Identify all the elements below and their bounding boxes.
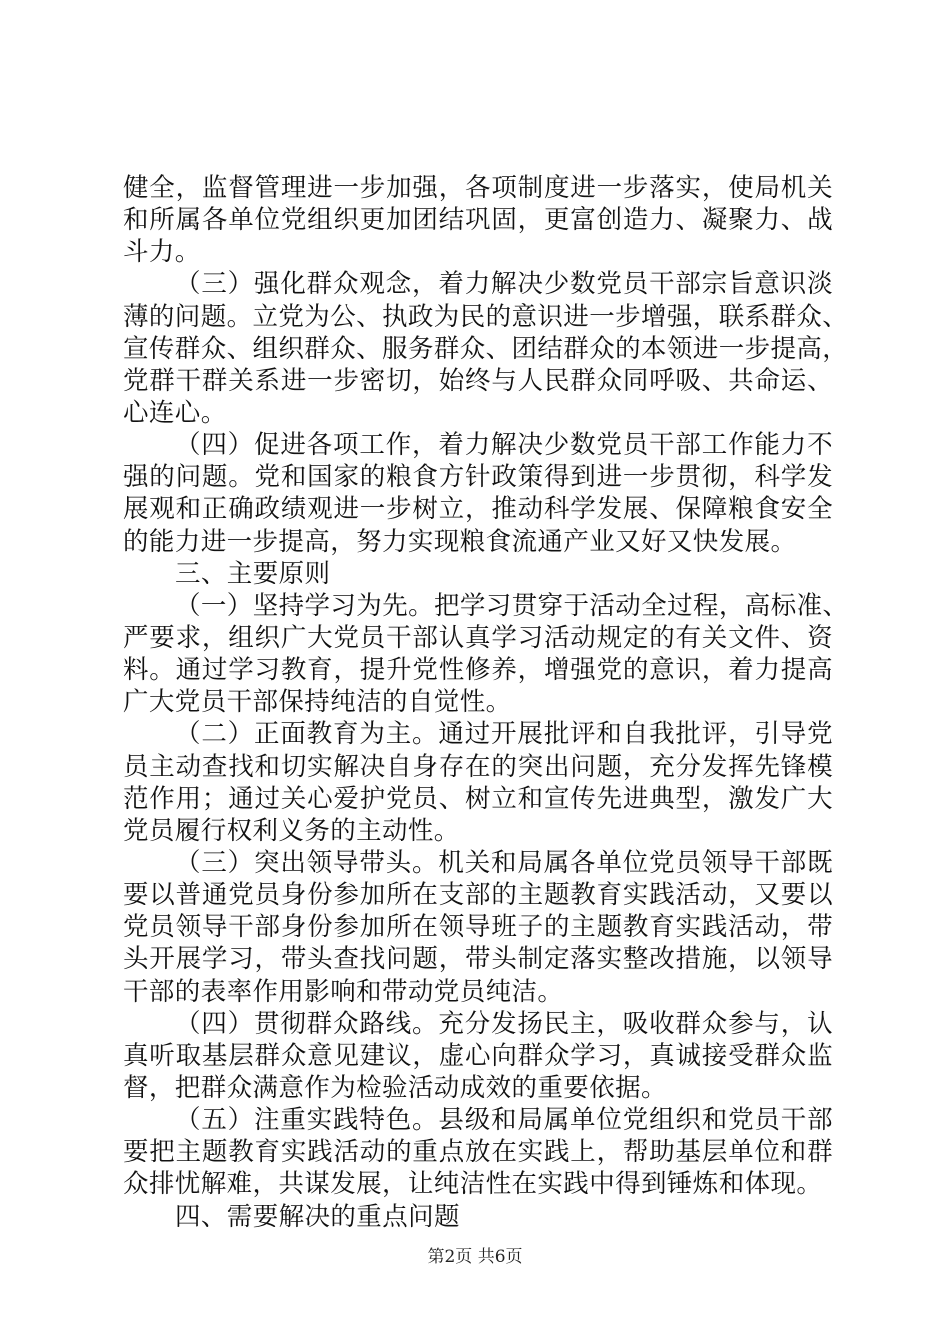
text-line: 心连心。: [123, 397, 227, 428]
text-line: 广大党员干部保持纯洁的自觉性。: [123, 687, 512, 718]
text-line: 真听取基层群众意见建议，虚心向群众学习，真诚接受群众监: [123, 1040, 833, 1071]
text-line: 的能力进一步提高，努力实现粮食流通产业又好又快发展。: [123, 526, 797, 557]
text-line: 斗力。: [123, 237, 201, 268]
text-line: （一）坚持学习为先。把学习贯穿于活动全过程，高标准、: [175, 590, 849, 621]
text-line: （三）突出领导带头。机关和局属各单位党员领导干部既: [175, 847, 833, 878]
text-line: （四）促进各项工作，着力解决少数党员干部工作能力不: [175, 430, 833, 461]
text-line: 三、主要原则: [175, 558, 331, 589]
page-number-label: 第2页 共6页: [427, 1247, 523, 1267]
document-body: [123, 172, 849, 1233]
text-line: 党员领导干部身份参加所在领导班子的主题教育实践活动，带: [123, 912, 833, 943]
text-line: 范作用；通过关心爱护党员、树立和宣传先进典型，激发广大: [123, 783, 833, 814]
page-footer: [0, 1242, 950, 1267]
text-line: 健全，监督管理进一步加强，各项制度进一步落实，使局机关: [123, 173, 833, 203]
text-line: （二）正面教育为主。通过开展批评和自我批评，引导党: [175, 719, 833, 750]
text-line: 督，把群众满意作为检验活动成效的重要依据。: [123, 1072, 667, 1103]
text-line: 严要求，组织广大党员干部认真学习活动规定的有关文件、资: [123, 622, 833, 653]
text-line: 料。通过学习教育，提升党性修养，增强党的意识，着力提高: [123, 655, 833, 686]
text-line: 强的问题。党和国家的粮食方针政策得到进一步贯彻，科学发: [123, 462, 833, 493]
text-line: 薄的问题。立党为公、执政为民的意识进一步增强，联系群众、: [123, 301, 849, 332]
text-line: 四、需要解决的重点问题: [175, 1201, 460, 1232]
text-line: 头开展学习，带头查找问题，带头制定落实整改措施，以领导: [123, 944, 833, 975]
text-line: （五）注重实践特色。县级和局属单位党组织和党员干部: [175, 1105, 833, 1136]
text-line: 员主动查找和切实解决自身存在的突出问题，充分发挥先锋模: [123, 751, 833, 782]
text-line: 和所属各单位党组织更加团结巩固，更富创造力、凝聚力、战: [123, 205, 833, 236]
text-line: （三）强化群众观念，着力解决少数党员干部宗旨意识淡: [175, 269, 833, 300]
text-line: 展观和正确政绩观进一步树立，推动科学发展、保障粮食安全: [123, 494, 833, 525]
text-line: 党员履行权利义务的主动性。: [123, 815, 460, 846]
text-line: （四）贯彻群众路线。充分发扬民主，吸收群众参与，认: [175, 1008, 833, 1039]
text-line: 干部的表率作用影响和带动党员纯洁。: [123, 976, 564, 1007]
text-line: 宣传群众、组织群众、服务群众、团结群众的本领进一步提高，: [123, 333, 849, 364]
text-line: 党群干群关系进一步密切，始终与人民群众同呼吸、共命运、: [123, 365, 833, 396]
text-line: 要把主题教育实践活动的重点放在实践上，帮助基层单位和群: [123, 1137, 833, 1168]
text-line: 众排忧解难，共谋发展，让纯洁性在实践中得到锤炼和体现。: [123, 1169, 823, 1200]
text-line: 要以普通党员身份参加所在支部的主题教育实践活动，又要以: [123, 880, 833, 911]
